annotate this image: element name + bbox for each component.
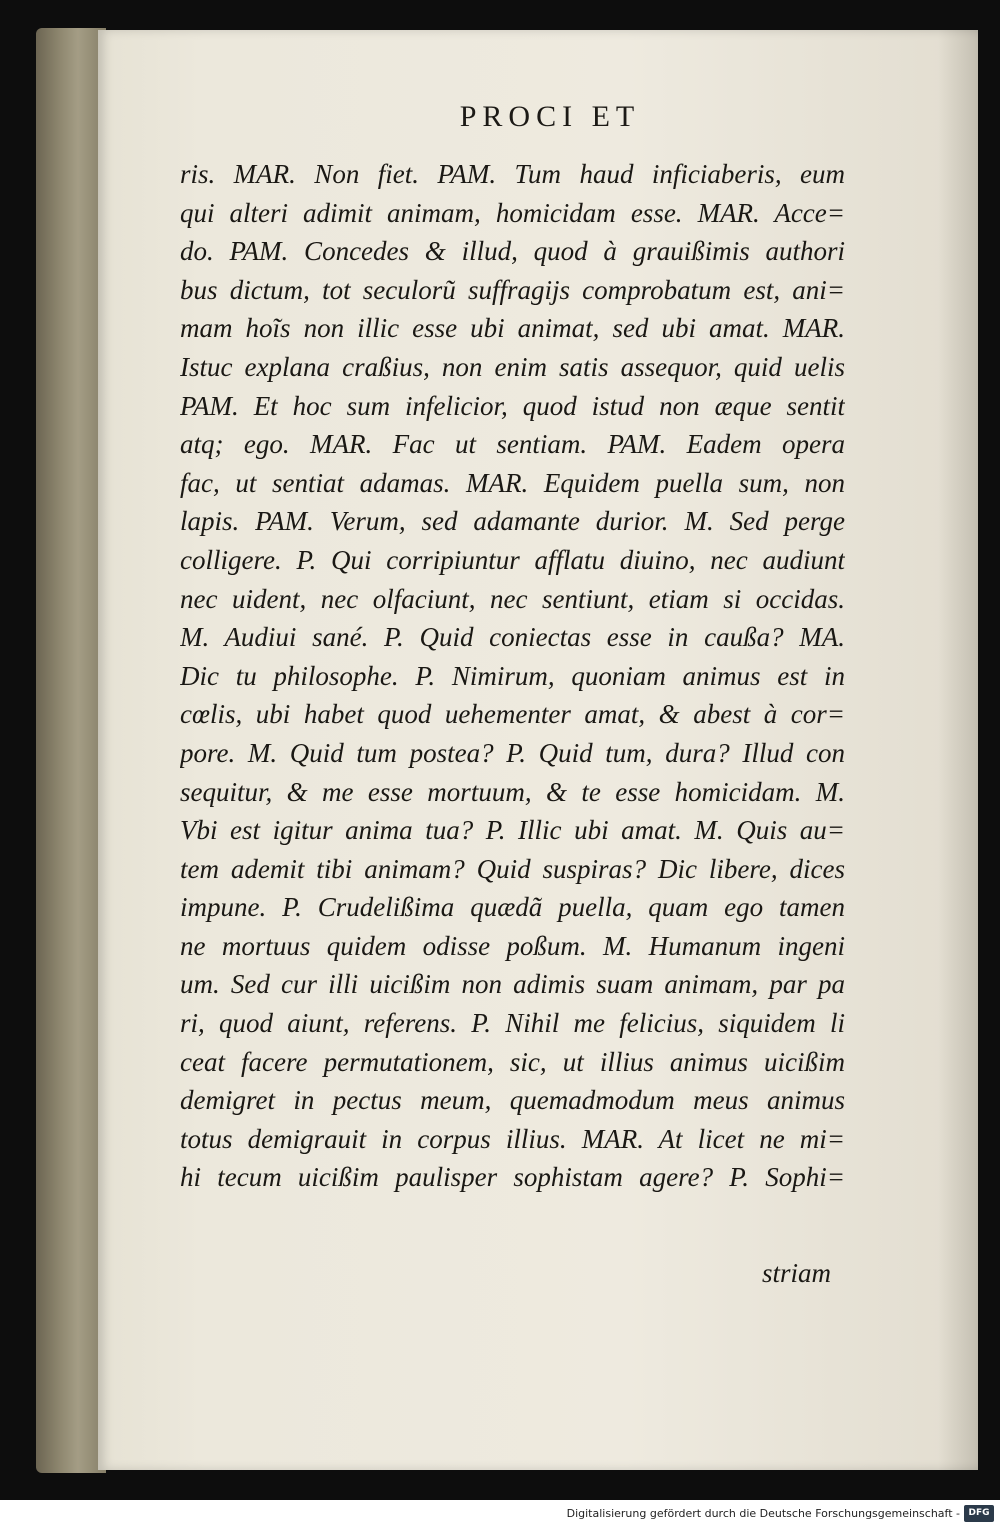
text-line: M. Audiui sané. P. Quid coniectas esse in caußa? MA.: [180, 622, 845, 653]
text-line: ne mortuus quidem odisse poßum. M. Humanum ingeni: [180, 930, 845, 961]
running-head: PROCI ET: [459, 100, 641, 133]
text-line: Vbi est igitur anima tua? P. Illic ubi amat. M. Quis au=: [180, 815, 845, 846]
text-line: ceat facere permutationem, sic, ut illius animus uicißim: [180, 1046, 845, 1077]
body-text: [180, 155, 845, 1197]
text-line: totus demigrauit in corpus illius. MAR. At licet ne mi=: [180, 1123, 845, 1154]
footer-bar: [0, 1500, 1000, 1529]
text-line: tem ademit tibi animam? Quid suspiras? Dic libere, dices: [180, 853, 845, 884]
text-line: pore. M. Quid tum postea? P. Quid tum, dura? Illud con: [180, 737, 845, 768]
catchword: striam: [762, 1258, 832, 1288]
text-line: demigret in pectus meum, quemadmodum meus animus: [180, 1085, 845, 1116]
text-line: ris. MAR. Non fiet. PAM. Tum haud inficiaberis, eum: [180, 159, 845, 189]
text-line: Istuc explana craßius, non enim satis assequor, quid uelis: [180, 351, 845, 382]
text-line: nec uident, nec olfaciunt, nec sentiunt, etiam si occidas.: [180, 583, 845, 614]
text-line: atq; ego. MAR. Fac ut sentiam. PAM. Eadem opera: [180, 429, 845, 460]
page-gutter-shadow: [938, 30, 978, 1470]
text-line: do. PAM. Concedes & illud, quod à grauißimis authori: [180, 236, 845, 267]
text-line: cœlis, ubi habet quod uehementer amat, & abest à cor=: [180, 699, 845, 730]
text-line: mam hoĩs non illic esse ubi animat, sed ubi amat. MAR.: [180, 313, 845, 344]
text-line: sequitur, & me esse mortuum, & te esse homicidam. M.: [180, 776, 845, 807]
text-line: ri, quod aiunt, referens. P. Nihil me felicius, siquidem li: [180, 1008, 845, 1039]
dfg-logo: DFG: [964, 1505, 994, 1522]
text-line: PAM. Et hoc sum infelicior, quod istud non æque sentit: [180, 390, 845, 421]
book-page-edges: [36, 28, 106, 1473]
text-line: colligere. P. Qui corripiuntur afflatu diuino, nec audiunt: [180, 544, 845, 575]
text-line: um. Sed cur illi uicißim non adimis suam animam, par pa: [180, 969, 845, 1000]
text-line: hi tecum uicißim paulisper sophistam agere? P. Sophi=: [180, 1162, 845, 1193]
text-line: fac, ut sentiat adamas. MAR. Equidem puella sum, non: [180, 467, 845, 498]
text-line: qui alteri adimit animam, homicidam esse. MAR. Acce=: [180, 197, 845, 228]
text-line: Dic tu philosophe. P. Nimirum, quoniam animus est in: [180, 660, 845, 691]
text-line: lapis. PAM. Verum, sed adamante durior. M. Sed perge: [180, 506, 845, 537]
text-line: bus dictum, tot seculorũ suffragijs comprobatum est, ani=: [180, 274, 845, 305]
text-line: impune. P. Crudelißima quædã puella, quam ego tamen: [180, 892, 845, 923]
funding-notice: Digitalisierung gefördert durch die Deutsche Forschungsgemeinschaft -: [566, 1507, 960, 1520]
